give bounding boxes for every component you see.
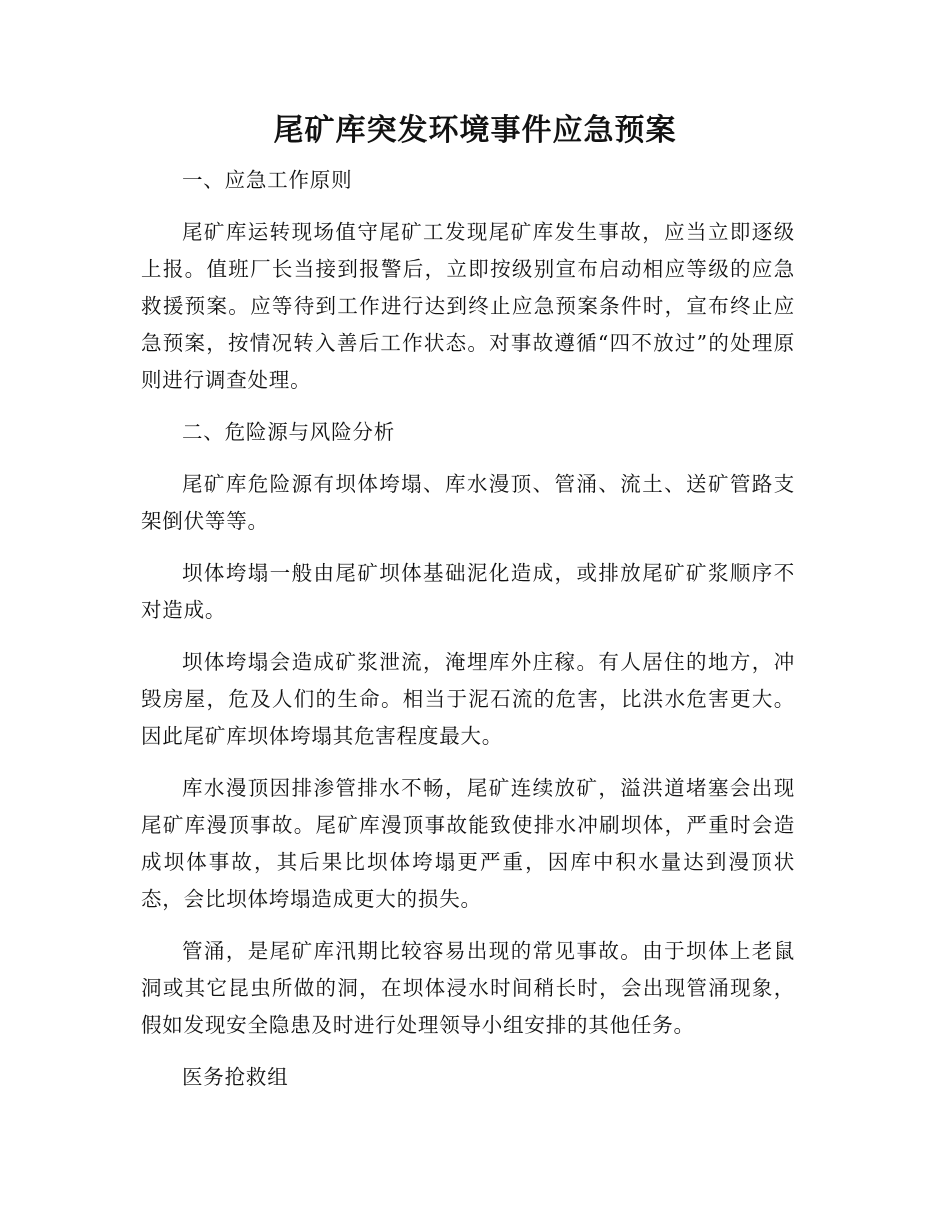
document-body [141,162,795,1111]
paragraph-overtopping: 库水漫顶因排渗管排水不畅，尾矿连续放矿，溢洪道堵塞会出现尾矿库漫顶事故。尾矿库漫顶事故能致使排水冲刷坝体，严重时会造成坝体事故，其后果比坝体垮塌更严重，因库中积水量达到漫顶状态，会比坝体垮塌造成更大的损失。 [141,776,795,911]
paragraph-piping: 管涌，是尾矿库汛期比较容易出现的常见事故。由于坝体上老鼠洞或其它昆虫所做的洞，在坝体浸水时间稍长时，会出现管涌现象，假如发现安全隐患及时进行处理领导小组安排的其他任务。 [141,939,795,1037]
paragraph-dam-collapse-effects: 坝体垮塌会造成矿浆泄流，淹埋库外庄稼。有人居住的地方，冲毁房屋，危及人们的生命。相当于泥石流的危害，比洪水危害更大。因此尾矿库坝体垮塌其危害程度最大。 [141,650,795,748]
section-heading-medical-rescue: 医务抢救组 [182,1065,289,1089]
document-title: 尾矿库突发环境事件应急预案 [273,113,677,148]
section-heading-risk-analysis: 二、危险源与风险分析 [182,420,395,444]
section-heading-principles: 一、应急工作原则 [182,168,353,192]
paragraph-hazard-sources: 尾矿库危险源有坝体垮塌、库水漫顶、管涌、流土、送矿管路支架倒伏等等。 [141,472,795,533]
paragraph-principles: 尾矿库运转现场值守尾矿工发现尾矿库发生事故，应当立即逐级上报。值班厂长当接到报警后，立即按级别宣布启动相应等级的应急救援预案。应等待到工作进行达到终止应急预案条件时，宣布终止应急预案，按情况转入善后工作状态。对事故遵循“四不放过”的处理原则进行调查处理。 [141,220,795,392]
paragraph-dam-collapse-cause: 坝体垮塌一般由尾矿坝体基础泥化造成，或排放尾矿矿浆顺序不对造成。 [141,561,795,622]
